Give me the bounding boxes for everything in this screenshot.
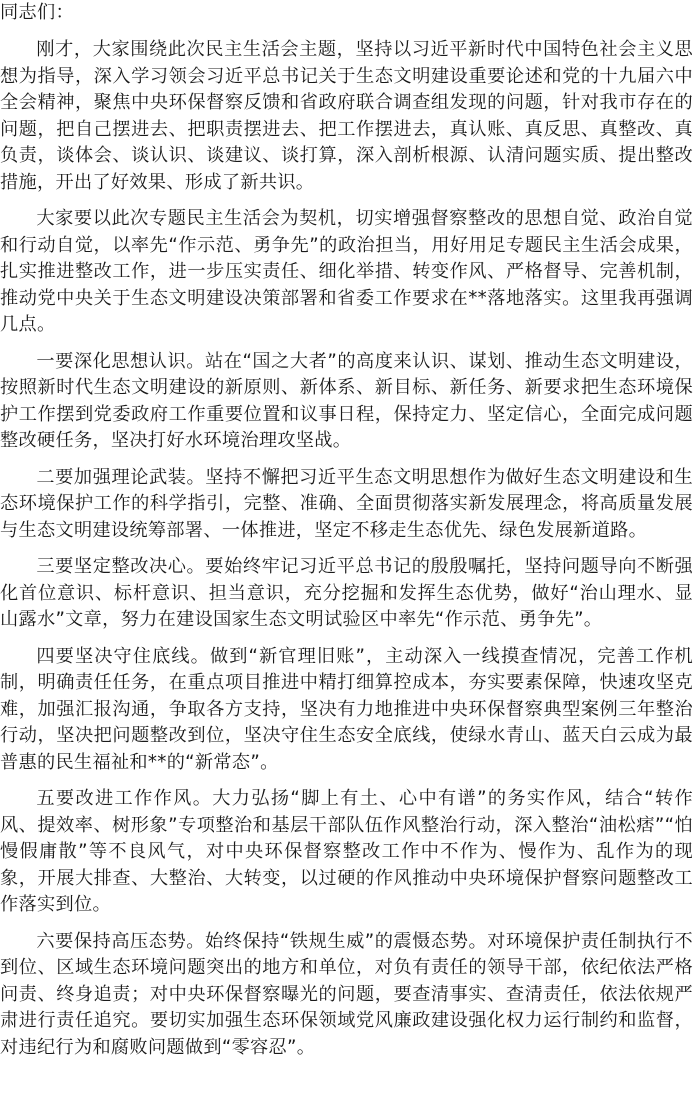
paragraph-point-2: 二要加强理论武装。坚持不懈把习近平生态文明思想作为做好生态文明建设和生态环境保护工作的科学指引，完整、准确、全面贯彻落实新发展理念，将高质量发展与生态文明建设统筹部署、一体推进，坚定不移走生态优先、绿色发展新道路。 [0, 466, 693, 541]
paragraph-point-6: 六要保持高压态势。始终保持“铁规生威”的震慑态势。对环境保护责任制执行不到位、区域生态环境问题突出的地方和单位，对负有责任的领导干部，依纪依法严格问责、终身追责；对中央环保督察曝光的问题，要查清事实、查清责任，依法依规严肃进行责任追究。要切实加强生态环保领域党风廉政建设强化权力运行制约和监督，对违纪行为和腐败问题做到“零容忍”。 [0, 930, 693, 1058]
paragraph-point-1: 一要深化思想认识。站在“国之大者”的高度来认识、谋划、推动生态文明建设，按照新时代生态文明建设的新原则、新体系、新目标、新任务、新要求把生态环境保护工作摆到党委政府工作重要位置和议事日程，保持定力、坚定信心，全面完成问题整改硬任务，坚决打好水环境治理攻坚战。 [0, 350, 693, 451]
paragraph-point-4: 四要坚决守住底线。做到“新官理旧账”，主动深入一线摸查情况，完善工作机制，明确责任任务，在重点项目推进中精打细算控成本，夯实要素保障，快速攻坚克难，加强汇报沟通，争取各方支持，坚决有力地推进中央环保督察典型案例三年整治行动，坚决把问题整改到位，坚决守住生态安全底线，使绿水青山、蓝天白云成为最普惠的民生福祉和**的“新常态”。 [0, 645, 693, 773]
paragraph-opening: 刚才，大家围绕此次民主生活会主题，坚持以习近平新时代中国特色社会主义思想为指导，深入学习领会习近平总书记关于生态文明建设重要论述和党的十九届六中全会精神，聚焦中央环保督察反馈和省政府联合调查组发现的问题，针对我市存在的问题，把自己摆进去、把职责摆进去、把工作摆进去，真认账、真反思、真整改、真负责，谈体会、谈认识、谈建议、谈打算，深入剖析根源、认清问题实质、提出整改措施，开出了好效果、形成了新共识。 [0, 39, 693, 193]
paragraph-point-3: 三要坚定整改决心。要始终牢记习近平总书记的殷殷嘱托，坚持问题导向不断强化首位意识、标杆意识、担当意识，充分挖掘和发挥生态优势，做好“治山理水、显山露水”文章，努力在建设国家生态文明试验区中率先“作示范、勇争先”。 [0, 556, 693, 630]
paragraph-point-5: 五要改进工作作风。大力弘扬“脚上有土、心中有谱”的务实作风，结合“转作风、提效率、树形象”专项整治和基层干部队伍作风整治行动，深入整治“油松痞”“怕慢假庸散”等不良风气，对中央环保督察整改工作中不作为、慢作为、乱作为的现象，开展大排查、大整治、大转变，以过硬的作风推动中央环境保护督察问题整改工作落实到位。 [0, 788, 693, 915]
paragraph-opportunity: 大家要以此次专题民主生活会为契机，切实增强督察整改的思想自觉、政治自觉和行动自觉，以率先“作示范、勇争先”的政治担当，用好用足专题民主生活会成果，扎实推进整改工作，进一步压实责任、细化举措、转变作风、严格督导、完善机制，推动党中央关于生态文明建设决策部署和省委工作要求在**落地落实。这里我再强调几点。 [0, 208, 693, 335]
salutation: 同志们： [0, 2, 74, 23]
